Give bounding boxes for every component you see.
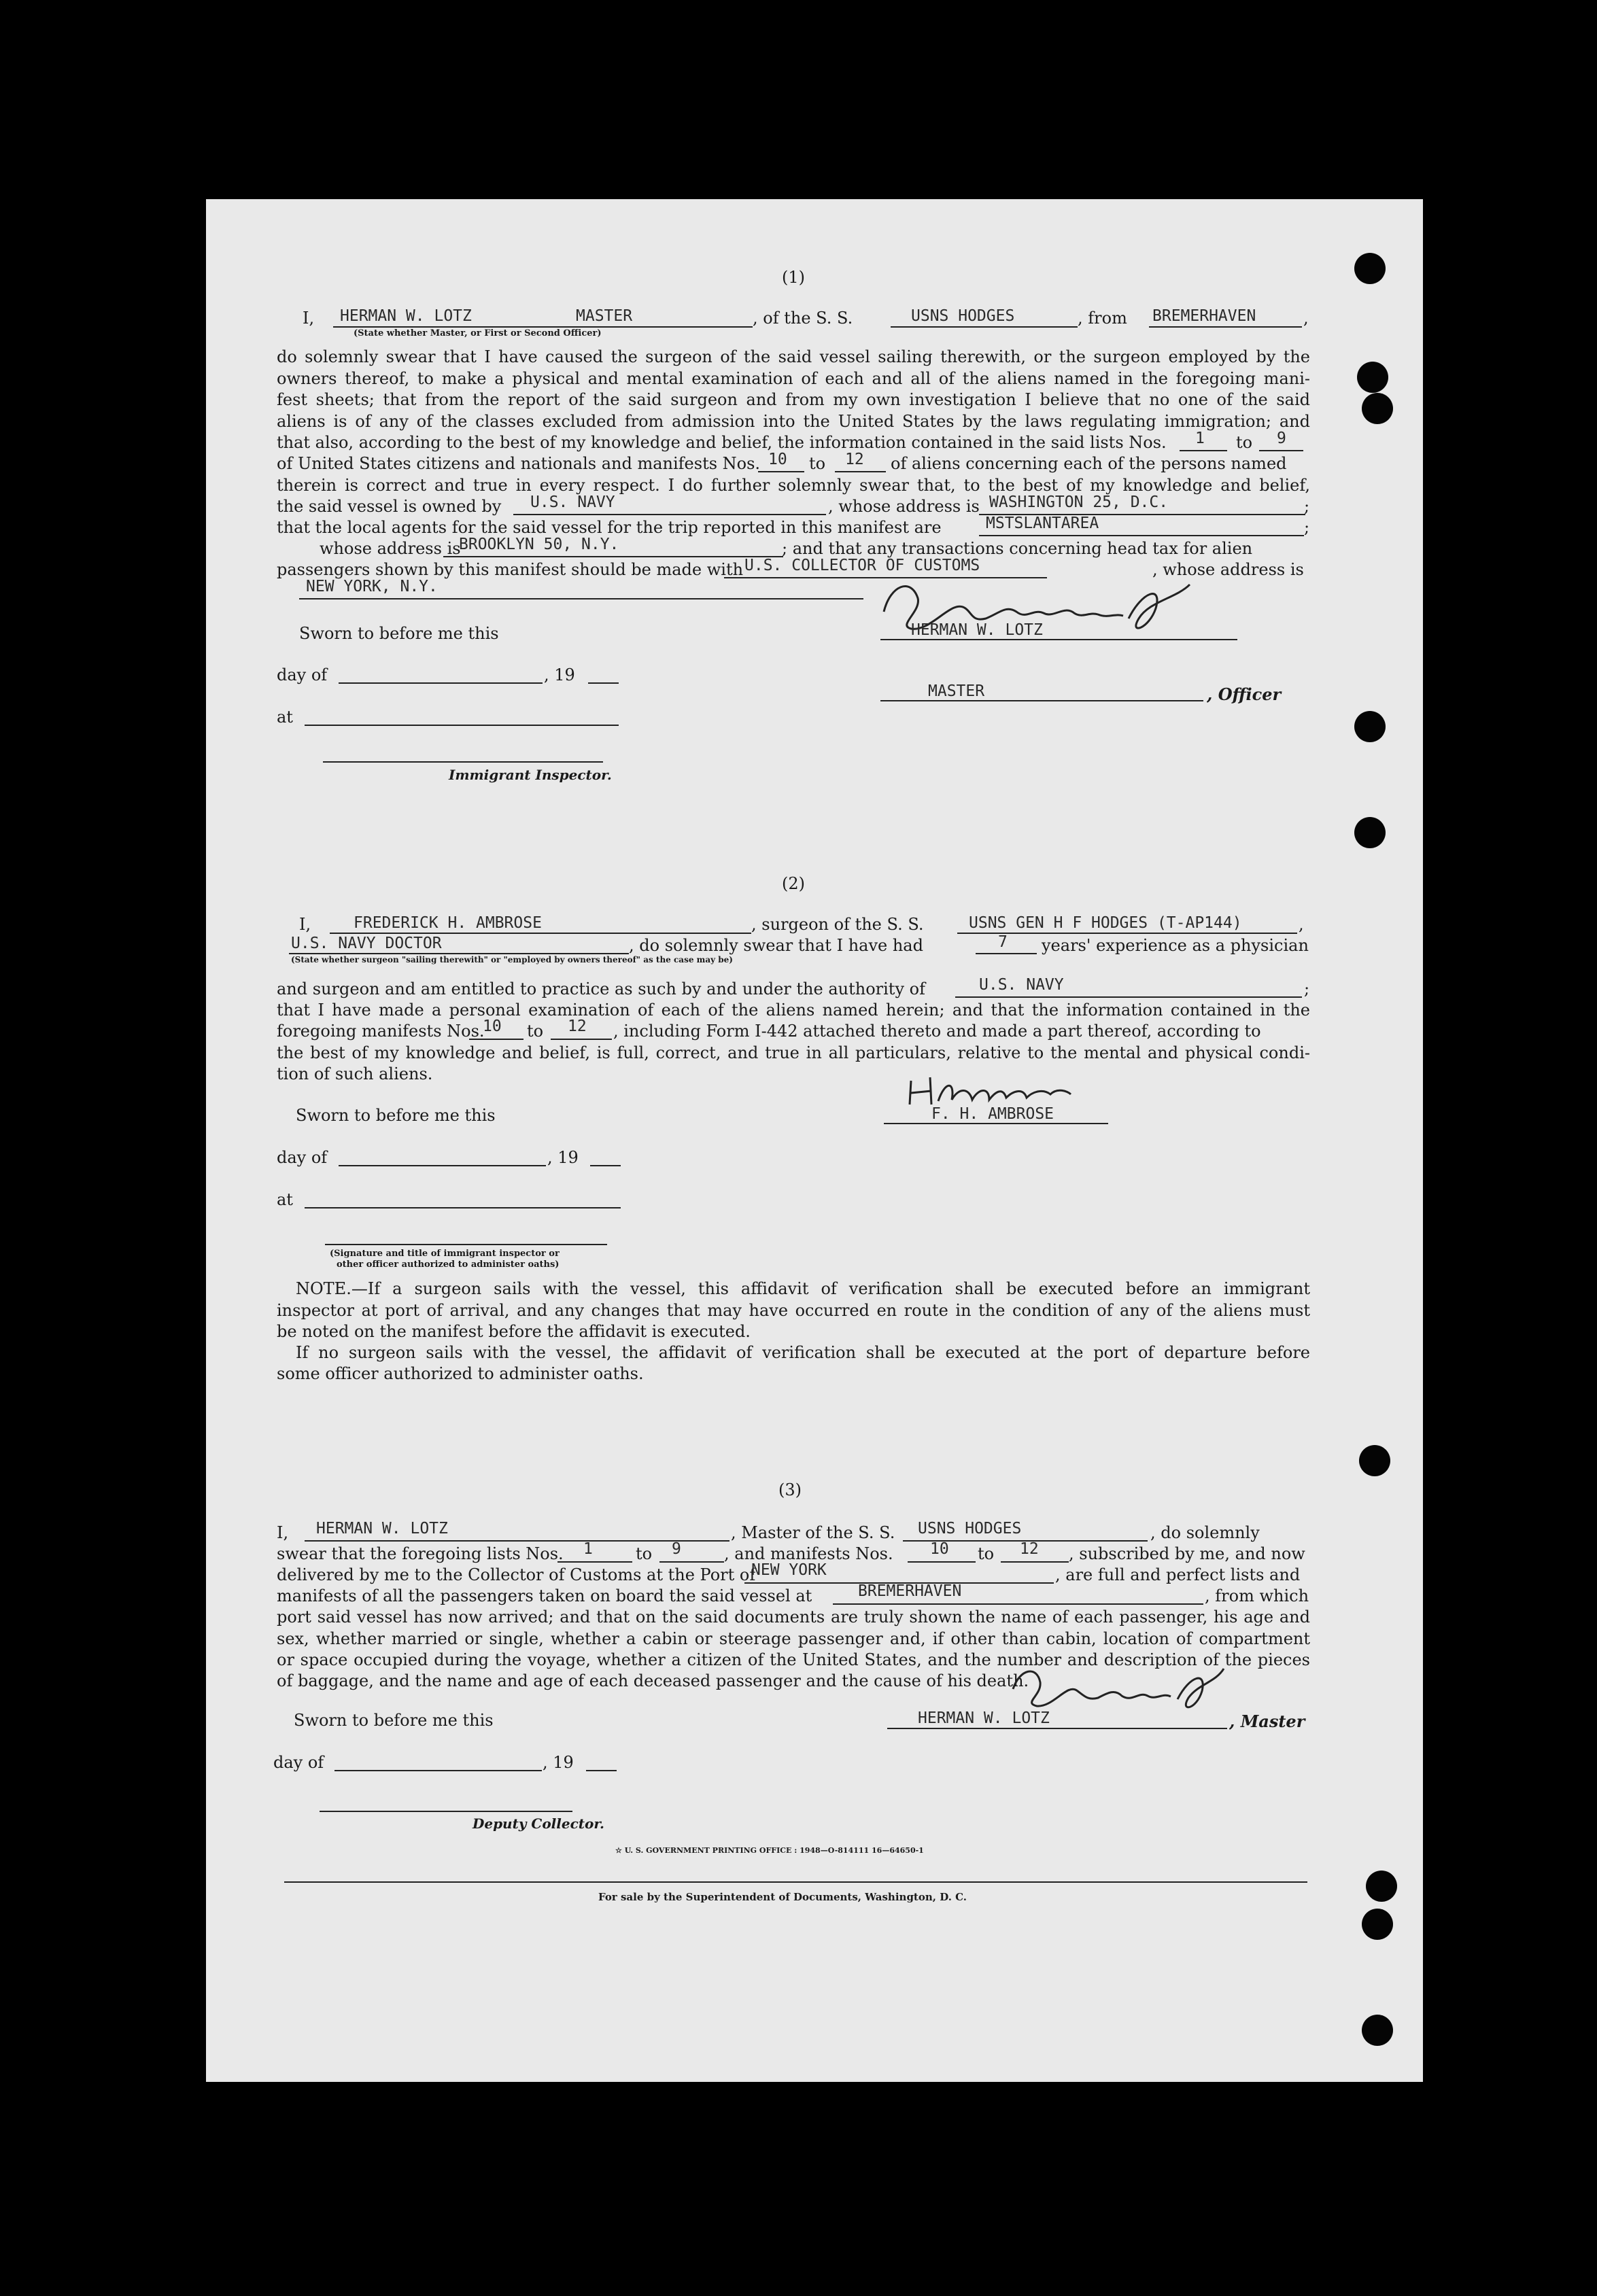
man-to-line (551, 1039, 612, 1040)
ship-name: USNS HODGES (911, 307, 1015, 325)
oath-line: therein is correct and true in every respect. I do further solemnly swear that, to the best of my knowledge and belief, (277, 476, 1310, 495)
oath-line: aliens is of any of the classes excluded from admission into the United States by the laws regulating immigration; and (277, 411, 1310, 431)
oath-line: , and manifests Nos. (724, 1544, 893, 1563)
master-name: HERMAN W. LOTZ (316, 1520, 448, 1537)
man-from-line (908, 1561, 976, 1563)
rank-hint: (State whether Master, or First or Second Officer) (354, 328, 602, 338)
oath-line: , from which (1205, 1586, 1309, 1605)
oath-line: , subscribed by me, and now (1069, 1544, 1305, 1563)
year-line (588, 682, 619, 684)
label-from: , from (1078, 309, 1127, 328)
inspector-label: Immigrant Inspector. (449, 767, 612, 783)
punch-hole (1354, 817, 1386, 848)
sig-hint: (Signature and title of immigrant inspector or (330, 1249, 560, 1259)
oath-line: or space occupied during the voyage, whether a citizen of the United States, and the number and description of the pieces (277, 1650, 1310, 1669)
signer-line (880, 639, 1237, 640)
departure-port: BREMERHAVEN (858, 1582, 962, 1600)
surgeon-signer: F. H. AMBROSE (931, 1105, 1054, 1123)
lists-from-line (557, 1561, 632, 1563)
footer-rule (284, 1881, 1307, 1883)
deputy-line (320, 1811, 572, 1812)
note-line: If no surgeon sails with the vessel, the affidavit of verification shall be executed at the port of departure before (296, 1343, 1310, 1362)
manifest-to: 12 (845, 451, 864, 468)
ship-line (957, 933, 1297, 934)
comma: , (1303, 309, 1309, 328)
oath-line: passengers shown by this manifest should be made with (277, 560, 744, 579)
years-line (976, 953, 1037, 954)
to-label: to (527, 1022, 544, 1041)
affiant-prefix: I, (303, 309, 315, 328)
day-line (339, 1165, 546, 1166)
signer-line (884, 1123, 1108, 1124)
oath-line: fest sheets; that from the report of the said surgeon and from my own investigation I believe that no one of the said (277, 390, 1310, 409)
oath-line: of aliens concerning each of the persons named (891, 454, 1287, 473)
vessel-owner: U.S. NAVY (530, 493, 615, 511)
oath-line: foregoing manifests Nos. (277, 1022, 485, 1041)
punch-hole (1362, 393, 1393, 424)
practice-authority: U.S. NAVY (979, 976, 1064, 994)
signer-title: MASTER (928, 682, 985, 700)
departure-port: BREMERHAVEN (1152, 307, 1256, 325)
oath-line: owners thereof, to make a physical and mental examination of each and all of the aliens named in the foregoing mani- (277, 368, 1310, 388)
day-line (339, 682, 543, 684)
owned-by-label: the said vessel is owned by (277, 497, 502, 516)
sworn-label: Sworn to before me this (294, 1711, 494, 1730)
oath-line: do solemnly swear that I have caused the surgeon of the said vessel sailing therewith, or the surgeon employed by the (277, 347, 1310, 366)
oath-line: of baggage, and the name and age of each deceased passenger and the cause of his death. (277, 1671, 1029, 1690)
oath-line: sex, whether married or single, whether a cabin or steerage passenger and, if other than cabin, location of compartment (277, 1629, 1310, 1648)
inspector-line (323, 761, 603, 763)
label-of-ss: , of the S. S. (753, 309, 853, 328)
manifest-to: 12 (1020, 1540, 1039, 1558)
oath-line: , do solemnly swear that I have had (629, 936, 923, 955)
surgeon-of-label: , surgeon of the S. S. (751, 915, 924, 934)
year-line (586, 1770, 617, 1771)
owner-line (513, 514, 826, 515)
title-line (880, 700, 1203, 701)
punch-hole (1362, 1909, 1393, 1940)
punch-hole (1354, 711, 1386, 742)
officer-label: , Officer (1207, 684, 1282, 704)
oath-body (277, 347, 1310, 432)
oath-line: , are full and perfect lists and (1055, 1565, 1301, 1584)
whose-address-label: , whose address is (828, 497, 980, 516)
inspector-line (325, 1244, 607, 1245)
lists-from: 1 (1195, 430, 1205, 447)
master-name: HERMAN W. LOTZ (340, 307, 472, 325)
collector-address: NEW YORK, N.Y. (306, 578, 438, 595)
agent-line (979, 535, 1304, 536)
oath-body (277, 1000, 1310, 1022)
ship-name: USNS HODGES (918, 1520, 1022, 1537)
lists-to: 9 (672, 1540, 681, 1558)
day-of-label: day of (277, 665, 328, 684)
manifest-from: 10 (768, 451, 787, 468)
semicolon: ; (1304, 497, 1310, 516)
name-line (333, 326, 753, 328)
note-line: inspector at port of arrival, and any changes that may have occurred en route in the condition of any of the aliens must (277, 1300, 1310, 1320)
agent-address: BROOKLYN 50, N.Y. (459, 536, 619, 553)
day-of-label: day of (277, 1148, 328, 1167)
to-label: to (809, 454, 826, 473)
agents-label: that the local agents for the said vessel for the trip reported in this manifest are (277, 518, 942, 537)
surgeon-name: FREDERICK H. AMBROSE (354, 914, 542, 932)
owner-address: WASHINGTON 25, D.C. (989, 493, 1169, 511)
at-line (305, 1207, 621, 1208)
note-line (277, 1279, 1310, 1300)
years-experience: 7 (998, 933, 1008, 951)
surgeon-hint: (State whether surgeon "sailing therewith" or "employed by owners thereof" as the case may be) (291, 955, 733, 964)
year-line (590, 1165, 621, 1166)
signer-line (887, 1728, 1227, 1729)
punch-hole (1357, 362, 1388, 393)
master-of-label: , Master of the S. S. (731, 1523, 895, 1542)
year-label: , 19 (547, 1148, 579, 1167)
manifest-to: 12 (568, 1017, 587, 1035)
note-text: —If a surgeon sails with the vessel, this affidavit of verification shall be executed before an immigrant (351, 1279, 1310, 1298)
lists-to-line (659, 1561, 724, 1563)
sale-notice: For sale by the Superintendent of Documents, Washington, D. C. (598, 1891, 967, 1903)
at-label: at (277, 1190, 293, 1209)
to-label: to (636, 1544, 653, 1563)
note-head: NOTE. (296, 1279, 351, 1298)
customs-collector: U.S. COLLECTOR OF CUSTOMS (744, 557, 980, 574)
oath-line: tion of such aliens. (277, 1064, 433, 1083)
gpo-imprint: ☆ U. S. GOVERNMENT PRINTING OFFICE : 1948—O-814111 16—64650-1 (615, 1846, 924, 1855)
year-label: , 19 (543, 1753, 574, 1772)
oath-line: manifests of all the passengers taken on board the said vessel at (277, 1586, 812, 1605)
affiant-prefix: I, (277, 1523, 289, 1542)
sworn-label: Sworn to before me this (299, 624, 499, 643)
oath-line: ; and that any transactions concerning head tax for alien (782, 539, 1253, 558)
port-line (1149, 326, 1302, 328)
note-body (277, 1342, 1310, 1364)
lists-from: 1 (583, 1540, 593, 1558)
affiant-prefix: I, (299, 915, 311, 934)
lists-to: 9 (1277, 430, 1286, 447)
year-label: , 19 (544, 665, 575, 684)
whose-address-label: , whose address is (1152, 560, 1304, 579)
note-line: be noted on the manifest before the affidavit is executed. (277, 1322, 751, 1341)
signer-name: HERMAN W. LOTZ (918, 1709, 1050, 1727)
section-number: (2) (782, 874, 805, 893)
oath-line: and surgeon and am entitled to practice as such by and under the authority of (277, 979, 925, 998)
comma: , (1299, 915, 1304, 934)
deputy-label: Deputy Collector. (473, 1815, 605, 1832)
to-label: to (978, 1544, 995, 1563)
oath-line: swear that the foregoing lists Nos. (277, 1544, 564, 1563)
semicolon: ; (1304, 979, 1310, 998)
dep-port-line (833, 1603, 1203, 1605)
man-from-line (758, 471, 804, 472)
agent-addr-line (443, 556, 783, 557)
lists-to-line (1259, 450, 1303, 451)
oath-line: years' experience as a physician (1042, 936, 1309, 955)
manifest-from: 10 (930, 1540, 949, 1558)
ship-line (891, 326, 1078, 328)
sworn-label: Sworn to before me this (296, 1106, 496, 1125)
day-line (334, 1770, 542, 1771)
master-label: , Master (1229, 1711, 1305, 1731)
at-line (305, 725, 619, 726)
man-to-line (1001, 1561, 1069, 1563)
oath-line: delivered by me to the Collector of Customs at the Port of (277, 1565, 756, 1584)
oath-line: , do solemnly (1150, 1523, 1260, 1542)
arrival-port: NEW YORK (751, 1561, 827, 1579)
punch-hole (1359, 1445, 1390, 1476)
sig-hint: other officer authorized to administer oaths) (337, 1259, 560, 1270)
signer-name: HERMAN W. LOTZ (911, 621, 1043, 639)
note-line: some officer authorized to administer oaths. (277, 1364, 644, 1383)
master-rank: MASTER (576, 307, 633, 325)
surgeon-name-line (330, 933, 751, 934)
section-number: (1) (782, 268, 805, 287)
to-label: to (1236, 433, 1253, 452)
oath-line: that also, according to the best of my knowledge and belief, the information contained in the said lists Nos. (277, 433, 1167, 452)
name-line (305, 1540, 729, 1542)
man-to-line (835, 471, 886, 472)
punch-hole (1366, 1871, 1397, 1902)
collector-addr-line (299, 598, 863, 599)
lists-from-line (1180, 450, 1227, 451)
punch-hole (1354, 253, 1386, 284)
day-of-label: day of (273, 1753, 324, 1772)
role-line (289, 953, 629, 954)
oath-line: , including Form I-442 attached thereto and made a part thereof, according to (613, 1022, 1261, 1041)
oath-line: the best of my knowledge and belief, is full, correct, and true in all particulars, relative to the mental and physical condi- (277, 1043, 1310, 1062)
section-number: (3) (778, 1480, 802, 1499)
local-agent: MSTSLANTAREA (986, 515, 1099, 532)
man-from-line (469, 1039, 523, 1040)
semicolon: ; (1304, 518, 1310, 537)
surgeon-role: U.S. NAVY DOCTOR (291, 935, 442, 952)
oath-line: that I have made a personal examination of each of the aliens named herein; and that the information contained in the (277, 1001, 1310, 1020)
oath-body (277, 1043, 1310, 1064)
punch-hole (1362, 2015, 1393, 2046)
whose-address-label: whose address is (320, 539, 461, 558)
authority-line (955, 996, 1302, 998)
master-signature (999, 1658, 1231, 1713)
oath-line: of United States citizens and nationals and manifests Nos. (277, 454, 761, 473)
ship-name: USNS GEN H F HODGES (T-AP144) (969, 914, 1242, 932)
oath-line: port said vessel has now arrived; and that on the said documents are truly shown the name of each passenger, his age and (277, 1607, 1310, 1627)
note-body (277, 1279, 1310, 1321)
at-label: at (277, 708, 293, 727)
manifest-from: 10 (483, 1017, 502, 1035)
